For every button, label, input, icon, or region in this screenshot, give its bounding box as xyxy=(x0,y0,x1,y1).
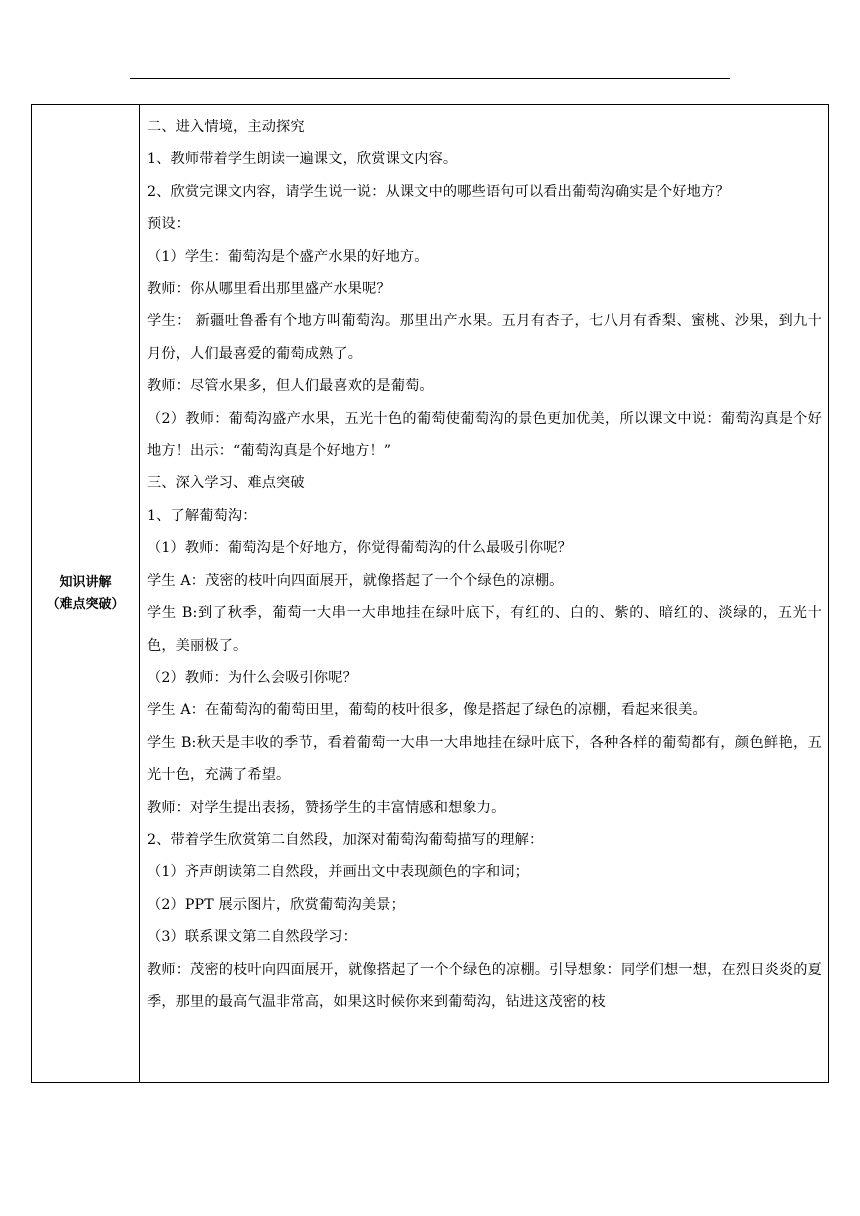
paragraph: （1）教师：葡萄沟是个好地方，你觉得葡萄沟的什么最吸引你呢？ xyxy=(147,540,572,557)
lesson-plan-table xyxy=(31,104,829,1083)
paragraph: （2）PPT 展示图片，欣赏葡萄沟美景； xyxy=(147,896,405,913)
paragraph: 教师：茂密的枝叶向四面展开，就像搭起了一个个绿色的凉棚。引导想象：同学们想一想，在烈日炎炎的夏季，那里的最高气温非常高，如果这时候你来到葡萄沟，钻进这茂密的枝 xyxy=(147,961,822,1010)
section-label-cell xyxy=(32,105,140,1083)
paragraph: （3）联系课文第二自然段学习： xyxy=(147,929,357,946)
paragraph: （2）教师：葡萄沟盛产水果，五光十色的葡萄使葡萄沟的景色更加优美，所以课文中说：葡萄沟真是个好地方！出示：“葡萄沟真是个好地方！” xyxy=(147,410,822,460)
paragraph: 1、教师带着学生朗读一遍课文，欣赏课文内容。 xyxy=(147,151,458,168)
paragraph: （1）齐声朗读第二自然段，并画出文中表现颜色的字和词； xyxy=(147,864,529,881)
paragraph: 预设： xyxy=(147,216,191,233)
section-label-subtitle: （难点突破） xyxy=(46,596,125,612)
paragraph: 2、欣赏完课文内容，请学生说一说：从课文中的哪些语句可以看出葡萄沟确实是个好地方？ xyxy=(147,183,730,200)
section-label-title: 知识讲解 xyxy=(59,574,112,590)
paragraph: 学生 B:秋天是丰收的季节，看着葡萄一大串一大串地挂在绿叶底下，各种各样的葡萄都有，颜色鲜艳，五光十色，充满了希望。 xyxy=(147,734,822,784)
paragraph: 学生 A：茂密的枝叶向四面展开，就像搭起了一个个绿色的凉棚。 xyxy=(147,572,564,589)
paragraph: 2、带着学生欣赏第二自然段，加深对葡萄沟葡萄描写的理解： xyxy=(147,831,544,848)
paragraph: 学生： 新疆吐鲁番有个地方叫葡萄沟。那里出产水果。五月有杏子，七八月有香梨、蜜桃、沙果，到九十月份，人们最喜爱的葡萄成熟了。 xyxy=(147,313,822,362)
paragraph-section-heading: 二、进入情境，主动探究 xyxy=(147,119,305,135)
paragraph-section-heading: 三、深入学习、难点突破 xyxy=(147,475,305,492)
table-row xyxy=(32,105,829,1083)
header-rule xyxy=(130,78,730,79)
paragraph: 教师：你从哪里看出那里盛产水果呢？ xyxy=(147,281,391,298)
content-cell xyxy=(140,105,829,1083)
paragraph: 1、了解葡萄沟： xyxy=(147,507,257,524)
paragraph: （2）教师：为什么会吸引你呢？ xyxy=(147,669,357,686)
paragraph: （1）学生：葡萄沟是个盛产水果的好地方。 xyxy=(147,248,429,265)
paragraph: 教师：尽管水果多，但人们最喜欢的是葡萄。 xyxy=(147,378,434,395)
paragraph: 学生 B:到了秋季，葡萄一大串一大串地挂在绿叶底下，有红的、白的、紫的、暗红的、淡绿的，五光十色，美丽极了。 xyxy=(147,605,822,654)
paragraph: 教师：对学生提出表扬，赞扬学生的丰富情感和想象力。 xyxy=(147,799,506,816)
paragraph: 学生 A：在葡萄沟的葡萄田里，葡萄的枝叶很多，像是搭起了绿色的凉棚，看起来很美。 xyxy=(147,702,707,719)
